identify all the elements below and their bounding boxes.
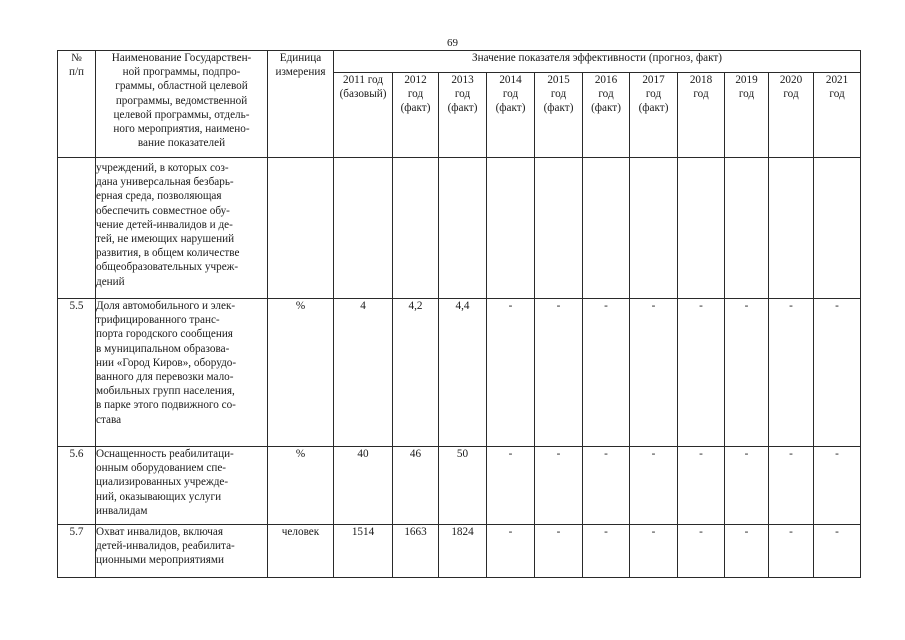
row-value: 1514: [334, 525, 393, 578]
header-year: 2021 год: [814, 73, 861, 158]
header-year: 2017 год (факт): [630, 73, 678, 158]
row-value: -: [678, 299, 725, 447]
row-value: [334, 158, 393, 299]
row-indicator-name: Доля автомобильного и элек- трифицированного транс- порта городского сообщения в муниципальном образова- нии «Город Киров», оборудо- ванного для перевозки мало- мобильных групп населения, в парке этого подвижного со- става: [96, 299, 268, 447]
row-indicator-name: Оснащенность реабилитаци- онным оборудованием спе- циализированных учрежде- ний, оказывающих услуги инвалидам: [96, 447, 268, 525]
row-indicator-name: Охват инвалидов, включая детей-инвалидов, реабилита- ционными мероприятиями: [96, 525, 268, 578]
row-value: -: [678, 525, 725, 578]
header-year: 2018 год: [678, 73, 725, 158]
header-year: 2020 год: [769, 73, 814, 158]
row-value: -: [725, 525, 769, 578]
row-value: -: [814, 525, 861, 578]
header-year: 2016 год (факт): [583, 73, 630, 158]
row-unit: [268, 158, 334, 299]
row-number: [58, 158, 96, 299]
row-unit: %: [268, 447, 334, 525]
row-value: [678, 158, 725, 299]
row-value: 4: [334, 299, 393, 447]
row-value: [393, 158, 439, 299]
row-value: -: [725, 299, 769, 447]
row-value: -: [630, 525, 678, 578]
row-value: -: [583, 525, 630, 578]
row-value: -: [487, 299, 535, 447]
row-unit: человек: [268, 525, 334, 578]
row-value: -: [583, 447, 630, 525]
row-value: -: [769, 525, 814, 578]
header-name: Наименование Государствен- ной программы, подпро- граммы, областной целевой программы, ведомственной целевой программы, отдель- ного мероприятия, наимено- вание показателей: [96, 51, 268, 158]
row-value: -: [487, 525, 535, 578]
row-value: -: [535, 447, 583, 525]
row-value: -: [583, 299, 630, 447]
row-value: [535, 158, 583, 299]
row-value: [725, 158, 769, 299]
row-value: 1824: [439, 525, 487, 578]
row-value: 1663: [393, 525, 439, 578]
header-year: 2011 год (базовый): [334, 73, 393, 158]
header-year: 2013 год (факт): [439, 73, 487, 158]
row-value: -: [535, 299, 583, 447]
header-year: 2012 год (факт): [393, 73, 439, 158]
row-value: -: [535, 525, 583, 578]
row-value: [583, 158, 630, 299]
row-value: -: [725, 447, 769, 525]
efficiency-indicators-table: [57, 50, 861, 578]
table-row: [58, 525, 861, 578]
page-number: 69: [447, 37, 458, 49]
row-value: -: [769, 299, 814, 447]
table-row: [58, 299, 861, 447]
row-indicator-name: учреждений, в которых соз- дана универсальная безбарь- ерная среда, позволяющая обеспечить совместное обу- чение детей-инвалидов и де- тей, не имеющих нарушений развития, в общем количестве общеобразовательных учреж- дений: [96, 158, 268, 299]
row-value: [630, 158, 678, 299]
row-value: -: [630, 299, 678, 447]
header-unit: Единица измерения: [268, 51, 334, 158]
row-value: 4,2: [393, 299, 439, 447]
row-value: [769, 158, 814, 299]
table-row: [58, 447, 861, 525]
row-number: 5.5: [58, 299, 96, 447]
header-year: 2015 год (факт): [535, 73, 583, 158]
row-value: -: [769, 447, 814, 525]
row-value: [439, 158, 487, 299]
header-year: 2019 год: [725, 73, 769, 158]
row-value: -: [814, 447, 861, 525]
row-value: -: [814, 299, 861, 447]
row-number: 5.6: [58, 447, 96, 525]
row-value: 46: [393, 447, 439, 525]
row-value: -: [630, 447, 678, 525]
row-value: 50: [439, 447, 487, 525]
header-num: № п/п: [58, 51, 96, 158]
row-number: 5.7: [58, 525, 96, 578]
row-value: 40: [334, 447, 393, 525]
header-year: 2014 год (факт): [487, 73, 535, 158]
table-row: [58, 158, 861, 299]
row-value: -: [487, 447, 535, 525]
row-value: [814, 158, 861, 299]
header-indicator-group: Значение показателя эффективности (прогноз, факт): [334, 51, 861, 73]
row-value: [487, 158, 535, 299]
row-unit: %: [268, 299, 334, 447]
row-value: -: [678, 447, 725, 525]
row-value: 4,4: [439, 299, 487, 447]
